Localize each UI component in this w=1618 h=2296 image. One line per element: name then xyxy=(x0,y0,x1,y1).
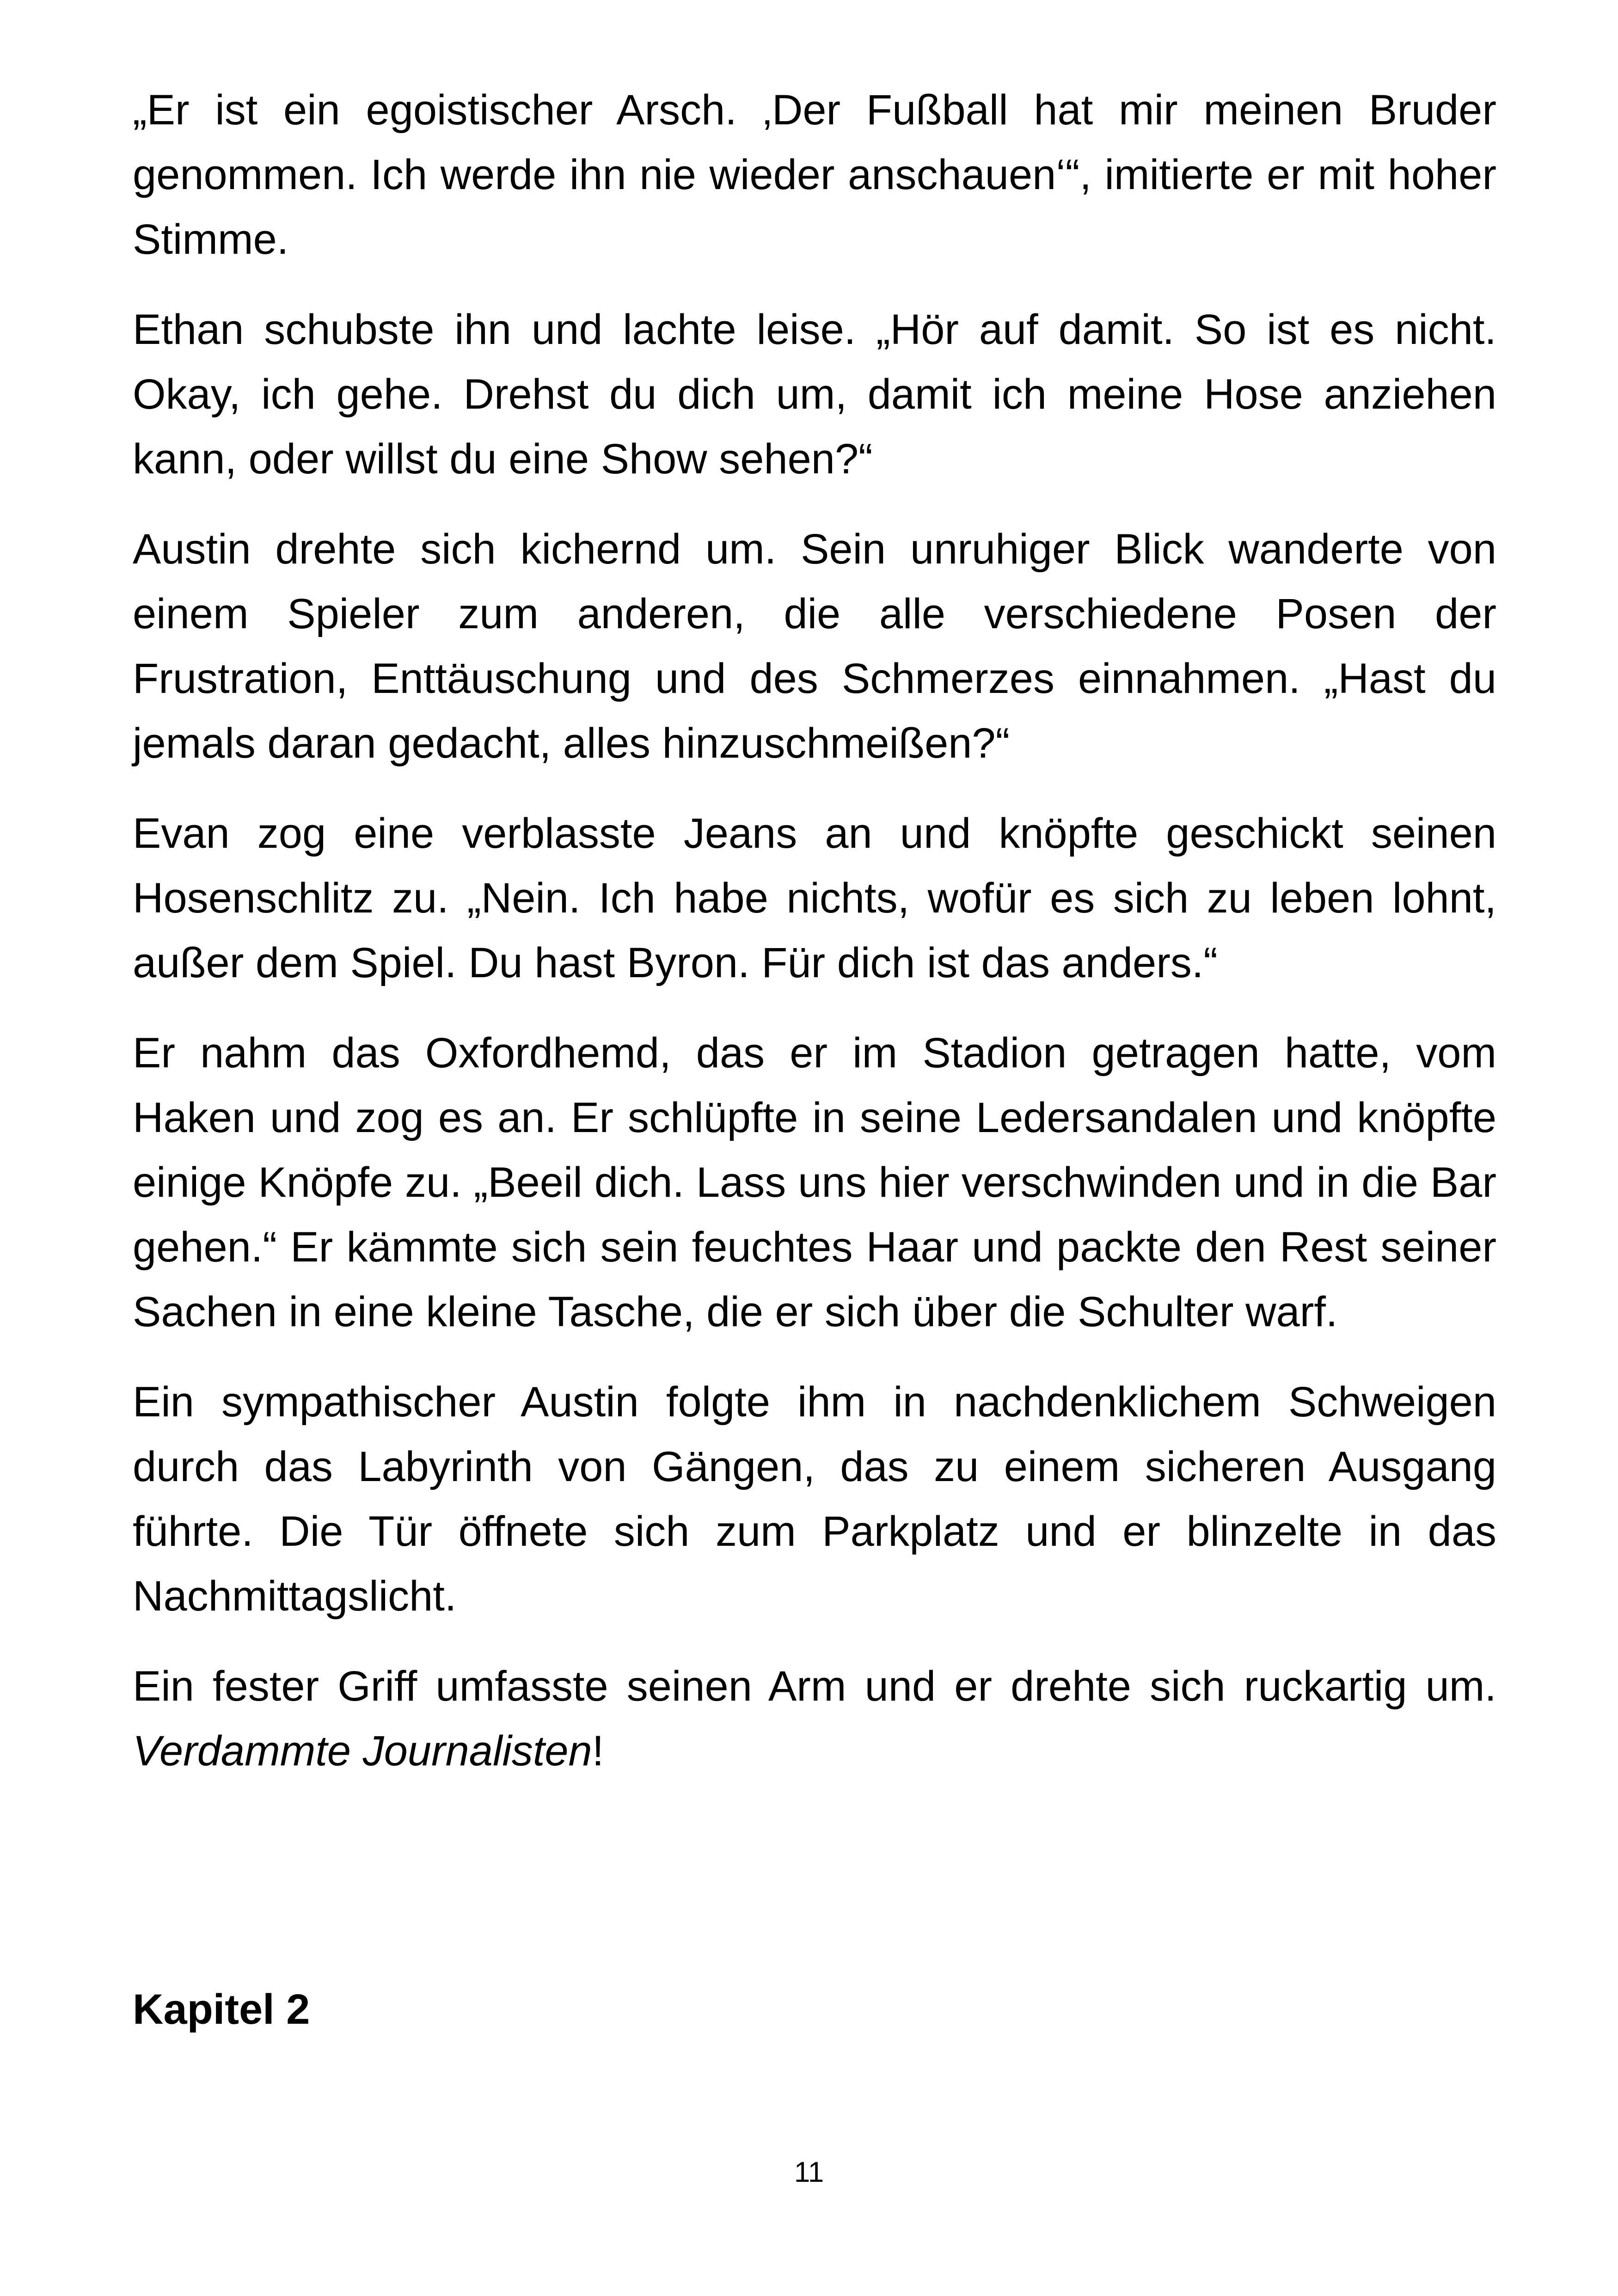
paragraph-text-end: ! xyxy=(592,1727,604,1775)
paragraph-text: Ein fester Griff umfasste seinen Arm und er drehte sich ruckartig um. xyxy=(133,1663,1496,1710)
italic-emphasis: Verdammte Journalisten xyxy=(133,1727,592,1775)
paragraph: Austin drehte sich kichernd um. Sein unruhiger Blick wanderte von einem Spieler zum anderen, die alle verschiedene Posen der Frustration, Enttäuschung und des Schmerzes einnahmen. „Hast du jemals daran gedacht, alles hinzuschmeißen?“ xyxy=(133,526,1496,767)
paragraph: Evan zog eine verblasste Jeans an und knöpfte geschickt seinen Hosenschlitz zu. „Nein. Ich habe nichts, wofür es sich zu leben lohnt, außer dem Spiel. Du hast Byron. Für dich ist das anders.“ xyxy=(133,810,1496,986)
paragraph-last xyxy=(133,1654,1496,1783)
paragraph: Ein sympathischer Austin folgte ihm in nachdenklichem Schweigen durch das Labyrinth von Gängen, das zu einem sicheren Ausgang führte. Die Tür öffnete sich zum Parkplatz und er blinzelte in das Nachmittagslicht. xyxy=(133,1378,1496,1620)
paragraph: Er nahm das Oxfordhemd, das er im Stadion getragen hatte, vom Haken und zog es an. Er schlüpfte in seine Ledersandalen und knöpfte einige Knöpfe zu. „Beeil dich. Lass uns hier verschwinden und in die Bar gehen.“ Er kämmte sich sein feuchtes Haar und packte den Rest seiner Sachen in eine kleine Tasche, die er sich über die Schulter warf. xyxy=(133,1029,1496,1335)
paragraph: Ethan schubste ihn und lachte leise. „Hör auf damit. So ist es nicht. Okay, ich gehe. Drehst du dich um, damit ich meine Hose anziehen kann, oder willst du eine Show sehen?“ xyxy=(133,306,1496,483)
page-number: 11 xyxy=(794,2156,824,2188)
chapter-heading: Kapitel 2 xyxy=(133,1986,310,2033)
paragraph: „Er ist ein egoistischer Arsch. ‚Der Fußball hat mir meinen Bruder genommen. Ich werde ihn nie wieder anschauen‘“, imitierte er mit hoher Stimme. xyxy=(133,86,1496,263)
body-text xyxy=(133,78,1496,1783)
